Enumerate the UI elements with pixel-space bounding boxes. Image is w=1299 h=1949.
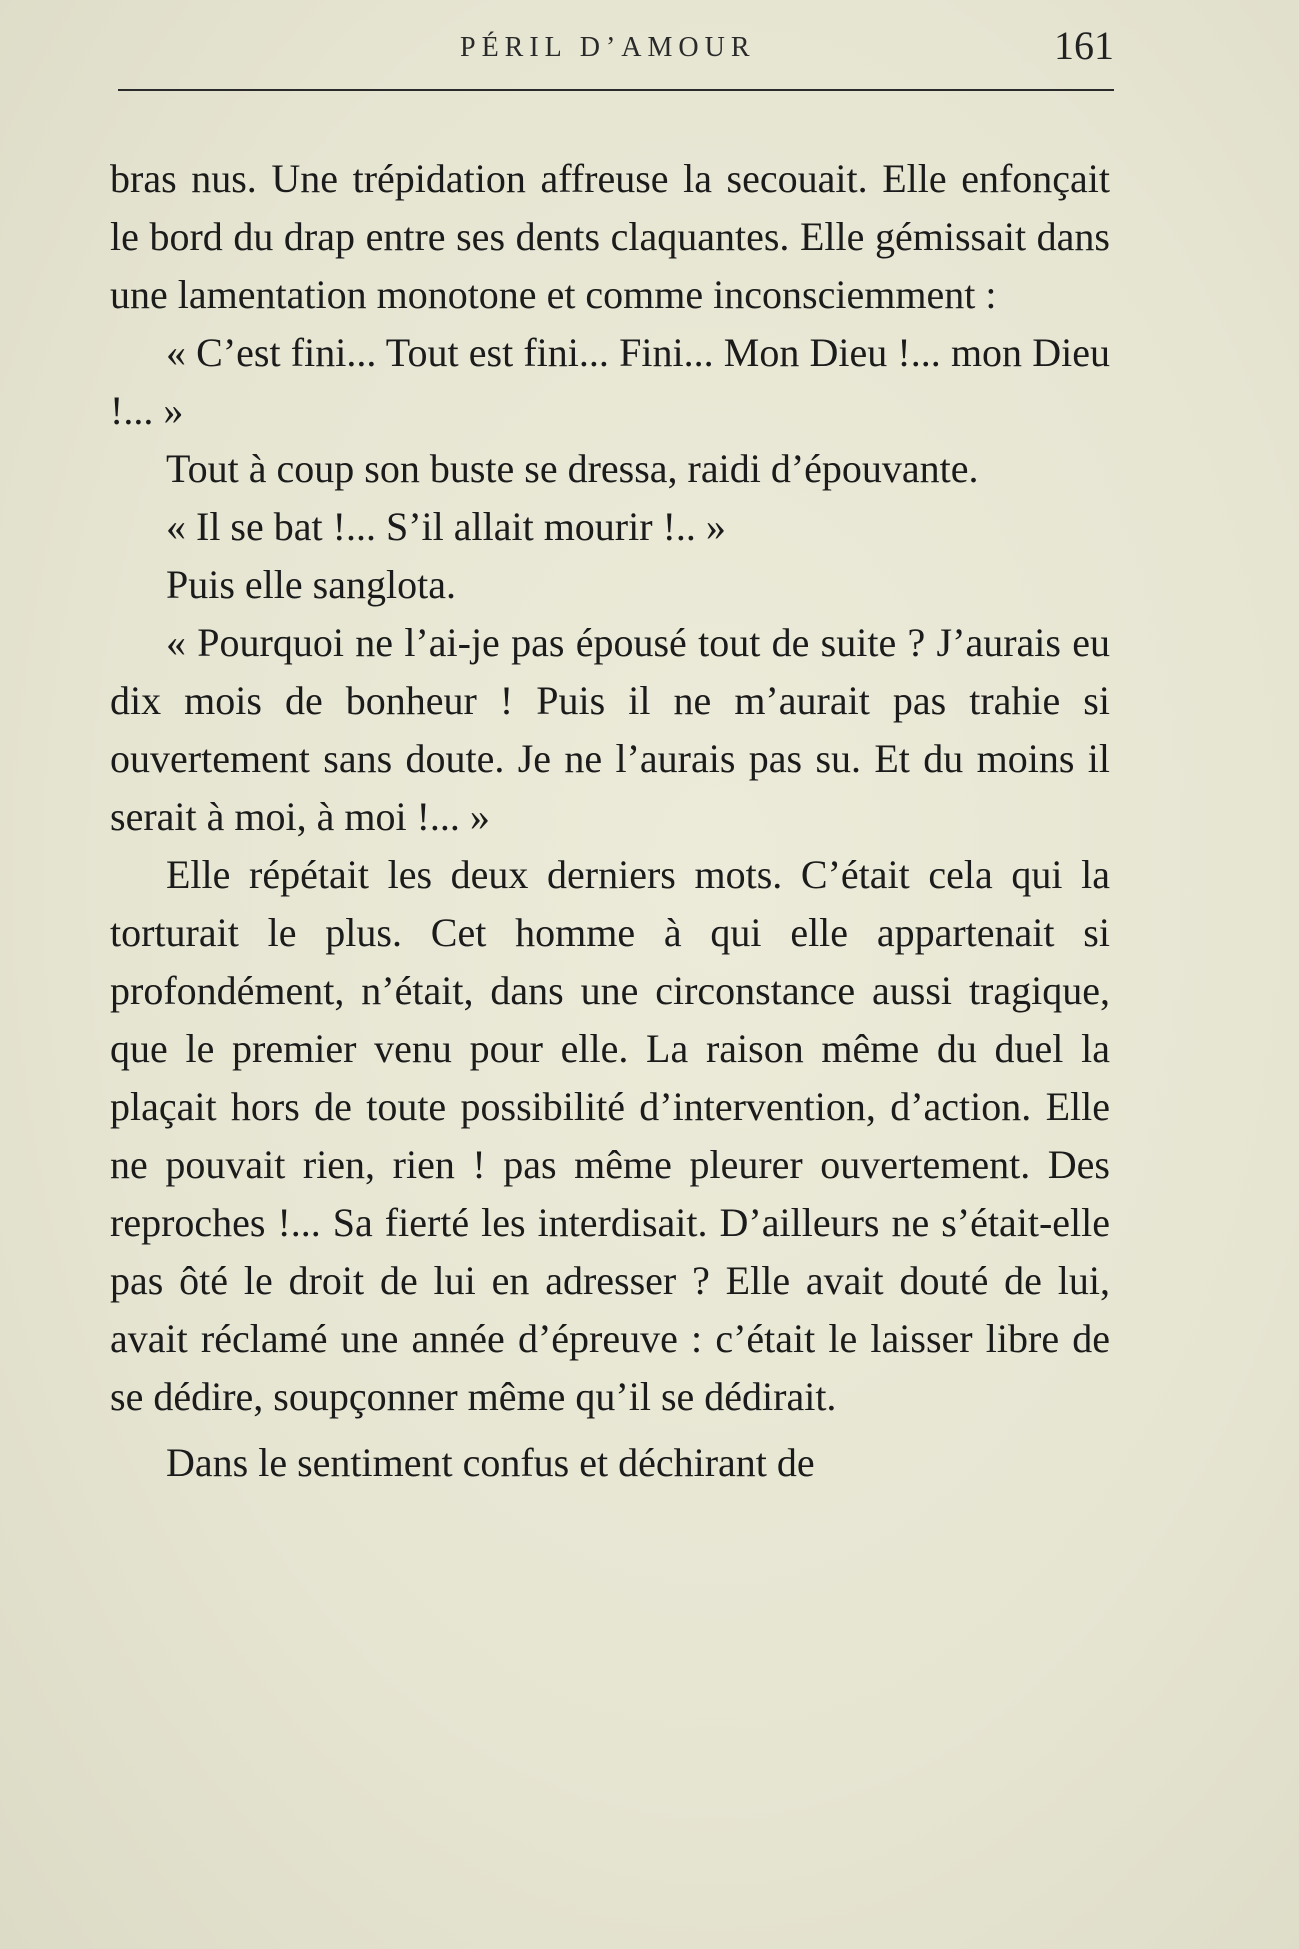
paragraph: Elle répétait les deux derniers mots. C’était cela qui la torturait le plus. Cet homme à qui elle appartenait si profondément, n’était, dans une circonstance aussi tragique, que le premier venu pour elle. La raison même du duel la plaçait hors de toute possibilité d’intervention, d’action. Elle ne pouvait rien, rien ! pas même pleurer ouvertement. Des reproches !... Sa fierté les interdisait. D’ailleurs ne s’était-elle pas ôté le droit de lui en adresser ? Elle avait douté de lui, avait réclamé une année d’épreuve : c’était le laisser libre de se dédire, soupçonner même qu’il se dédirait.: [110, 852, 1110, 1419]
paragraph: Puis elle sanglota.: [166, 562, 456, 607]
paragraph: « Il se bat !... S’il allait mourir !.. »: [166, 504, 726, 549]
running-head: PÉRIL D’AMOUR: [460, 32, 756, 63]
page-number: 161: [1054, 23, 1114, 68]
body-text: [110, 150, 1110, 1492]
page-header: [118, 22, 1118, 72]
paragraph: Dans le sentiment confus et déchirant de: [166, 1440, 815, 1485]
header-rule: [118, 89, 1114, 91]
paragraph: « Pourquoi ne l’ai-je pas épousé tout de suite ? J’aurais eu dix mois de bonheur ! Puis il ne m’aurait pas trahie si ouvertement sans doute. Je ne l’aurais pas su. Et du moins il serait à moi, à moi !... »: [110, 620, 1110, 839]
paragraph: Tout à coup son buste se dressa, raidi d’épouvante.: [166, 446, 979, 491]
paragraph: bras nus. Une trépidation affreuse la secouait. Elle enfonçait le bord du drap entre ses dents claquantes. Elle gémissait dans une lamentation monotone et comme inconsciemment :: [110, 156, 1110, 317]
paragraph: « C’est fini... Tout est fini... Fini... Mon Dieu !... mon Dieu !... »: [110, 330, 1110, 433]
